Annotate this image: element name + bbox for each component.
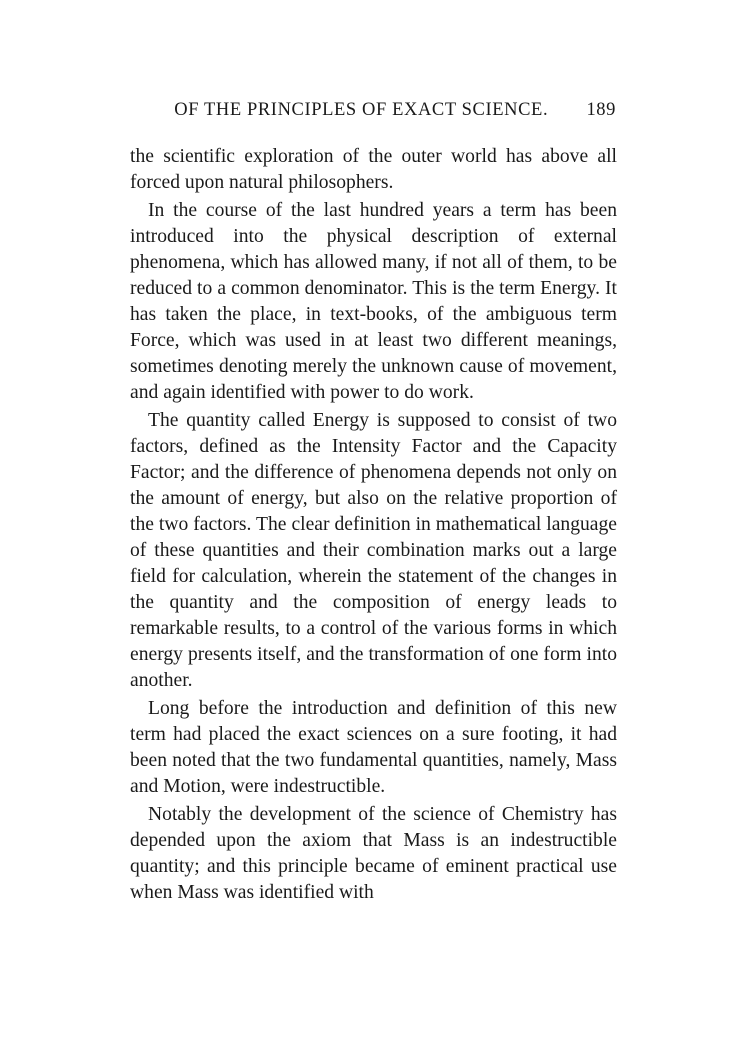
paragraph-energy-term: In the course of the last hundred years a term has been introduced into the physical description of external phenomena, which has allowed many, if not all of them, to be reduced to a common denominator. This is the term Energy. It has taken the place, in text-books, of the ambiguous term Force, which was used in at least two different meanings, sometimes denoting merely the unknown cause of movement, and again identified with power to do work. <box>130 200 617 403</box>
paragraph-chemistry: Notably the development of the science of Chemistry has depended upon the axiom that Mass is an indestructible quantity; and this principle became of eminent practical use when Mass was identified with <box>130 804 617 903</box>
page-number: 189 <box>586 100 616 120</box>
body-text <box>130 144 617 906</box>
paragraph-mass-motion: Long before the introduction and definition of this new term had placed the exact sciences on a sure footing, it had been noted that the two fundamental quantities, namely, Mass and Motion, were indestructible. <box>130 698 617 797</box>
paragraph-continuation: the scientific exploration of the outer world has above all forced upon natural philosophers. <box>130 146 617 193</box>
running-title: OF THE PRINCIPLES OF EXACT SCIENCE. <box>174 100 549 120</box>
running-head <box>130 100 616 128</box>
paragraph-energy-factors: The quantity called Energy is supposed to consist of two factors, defined as the Intensity Factor and the Capacity Factor; and the difference of phenomena depends not only on the amount of energy, but also on the relative proportion of the two factors. The clear definition in mathematical language of these quantities and their combination marks out a large field for calculation, wherein the statement of the changes in the quantity and the composition of energy leads to remarkable results, to a control of the various forms in which energy presents itself, and the transformation of one form into another. <box>130 410 617 691</box>
